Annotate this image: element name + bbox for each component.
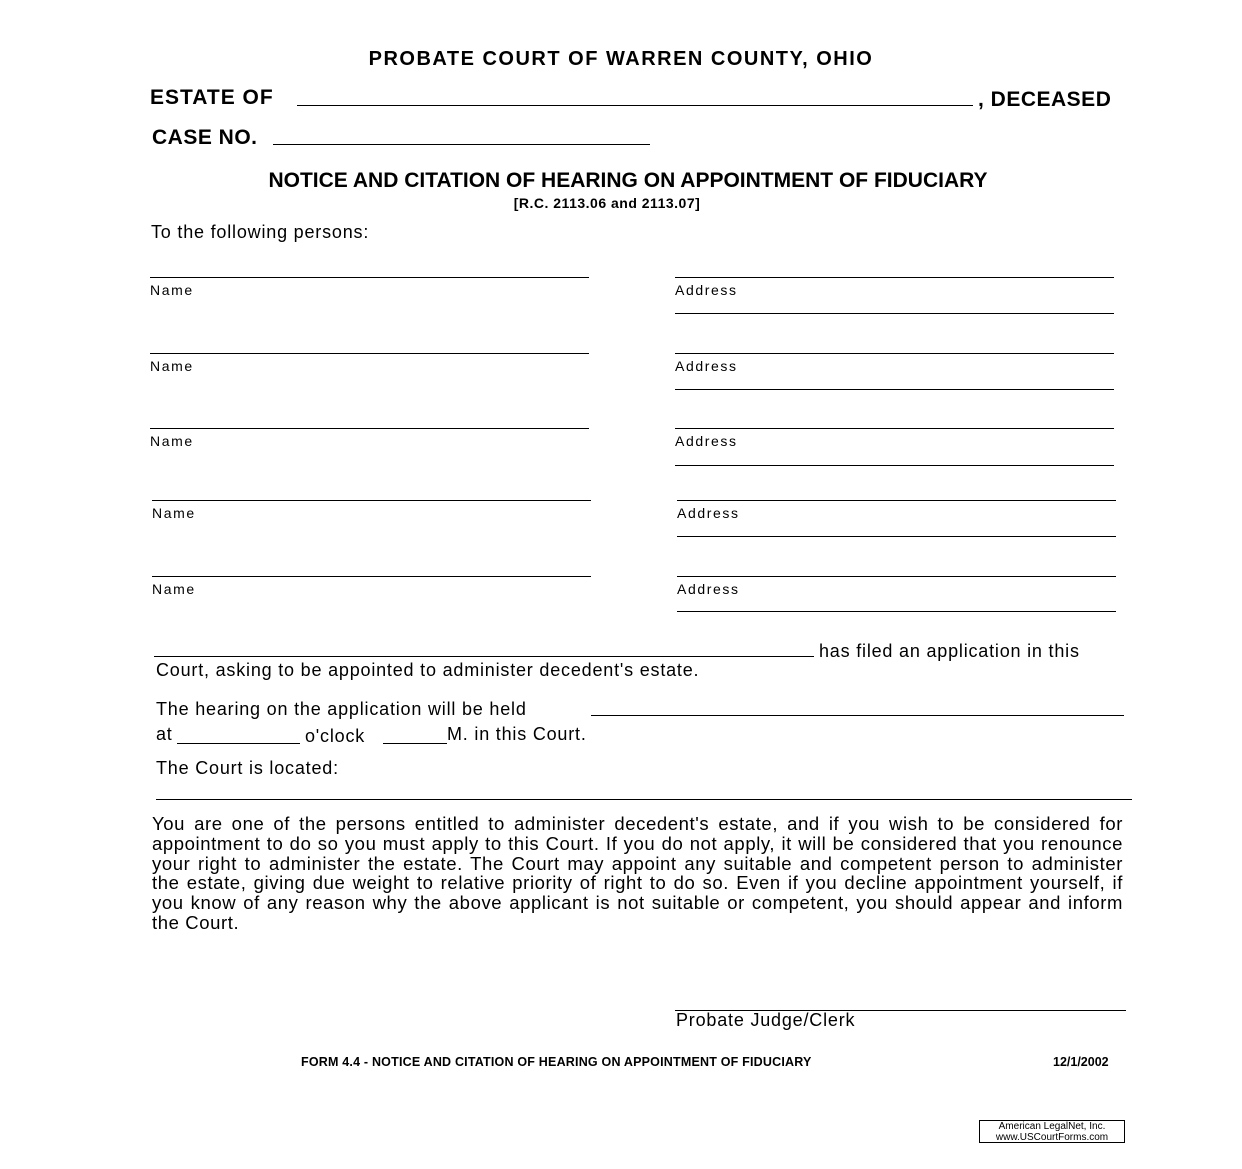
- address-field-4b[interactable]: [677, 536, 1116, 537]
- address-label-3: Address: [675, 433, 738, 449]
- court-location-field[interactable]: [156, 799, 1132, 800]
- name-label-1: Name: [150, 282, 194, 298]
- stamp-url: www.USCourtForms.com: [995, 1131, 1109, 1143]
- address-field-5[interactable]: [677, 576, 1116, 577]
- estate-name-field[interactable]: [297, 105, 973, 106]
- statute-reference: [R.C. 2113.06 and 2113.07]: [513, 195, 701, 211]
- name-label-3: Name: [150, 433, 194, 449]
- oclock-text: o'clock: [305, 726, 366, 746]
- name-label-5: Name: [152, 581, 196, 597]
- name-label-4: Name: [152, 505, 196, 521]
- court-located-text: The Court is located:: [156, 758, 339, 778]
- address-field-5b[interactable]: [677, 611, 1116, 612]
- address-field-1[interactable]: [675, 277, 1114, 278]
- name-field-1[interactable]: [150, 277, 589, 278]
- in-court-text: M. in this Court.: [447, 724, 587, 744]
- at-text: at: [156, 724, 173, 744]
- court-asking-text: Court, asking to be appointed to administer decedent's estate.: [156, 660, 700, 680]
- name-label-2: Name: [150, 358, 194, 374]
- address-label-1: Address: [675, 282, 738, 298]
- address-field-3[interactable]: [675, 428, 1114, 429]
- footer-form-name: FORM 4.4 - NOTICE AND CITATION OF HEARING ON APPOINTMENT OF FIDUCIARY: [301, 1055, 812, 1069]
- address-field-1b[interactable]: [675, 313, 1114, 314]
- notice-paragraph: You are one of the persons entitled to administer decedent's estate, and if you wish to be considered for appointment to do so you must apply to this Court. If you do not apply, it will be considered that you renounce your right to administer the estate. The Court may appoint any suitable and competent person to administer the estate, giving due weight to relative priority of right to do so. Even if you decline appointment yourself, if you know of any reason why the above applicant is not suitable or competent, you should appear and inform the Court.: [152, 813, 1123, 933]
- address-field-2b[interactable]: [675, 389, 1114, 390]
- applicant-name-field[interactable]: [154, 656, 814, 657]
- publisher-stamp: [979, 1120, 1125, 1143]
- address-label-5: Address: [677, 581, 740, 597]
- hearing-time-field[interactable]: [177, 743, 300, 744]
- court-name: PROBATE COURT OF WARREN COUNTY, OHIO: [368, 48, 874, 70]
- name-field-5[interactable]: [152, 576, 591, 577]
- name-field-3[interactable]: [150, 428, 589, 429]
- case-number-field[interactable]: [273, 144, 650, 145]
- name-field-2[interactable]: [150, 353, 589, 354]
- footer-date: 12/1/2002: [1053, 1055, 1109, 1069]
- estate-of-label: ESTATE OF: [150, 86, 274, 109]
- address-field-2[interactable]: [675, 353, 1114, 354]
- stamp-company: American LegalNet, Inc.: [998, 1121, 1106, 1132]
- hearing-date-field[interactable]: [591, 715, 1124, 716]
- address-field-4[interactable]: [677, 500, 1116, 501]
- form-title: NOTICE AND CITATION OF HEARING ON APPOINTMENT OF FIDUCIARY: [268, 169, 988, 192]
- am-pm-field[interactable]: [383, 743, 447, 744]
- address-field-3b[interactable]: [675, 465, 1114, 466]
- name-field-4[interactable]: [152, 500, 591, 501]
- deceased-label: , DECEASED: [978, 88, 1112, 111]
- address-label-2: Address: [675, 358, 738, 374]
- address-label-4: Address: [677, 505, 740, 521]
- signature-label: Probate Judge/Clerk: [676, 1010, 856, 1030]
- filed-application-text: has filed an application in this: [819, 641, 1080, 661]
- to-persons-label: To the following persons:: [151, 222, 370, 242]
- hearing-text: The hearing on the application will be held: [156, 699, 527, 719]
- case-number-label: CASE NO.: [152, 126, 258, 149]
